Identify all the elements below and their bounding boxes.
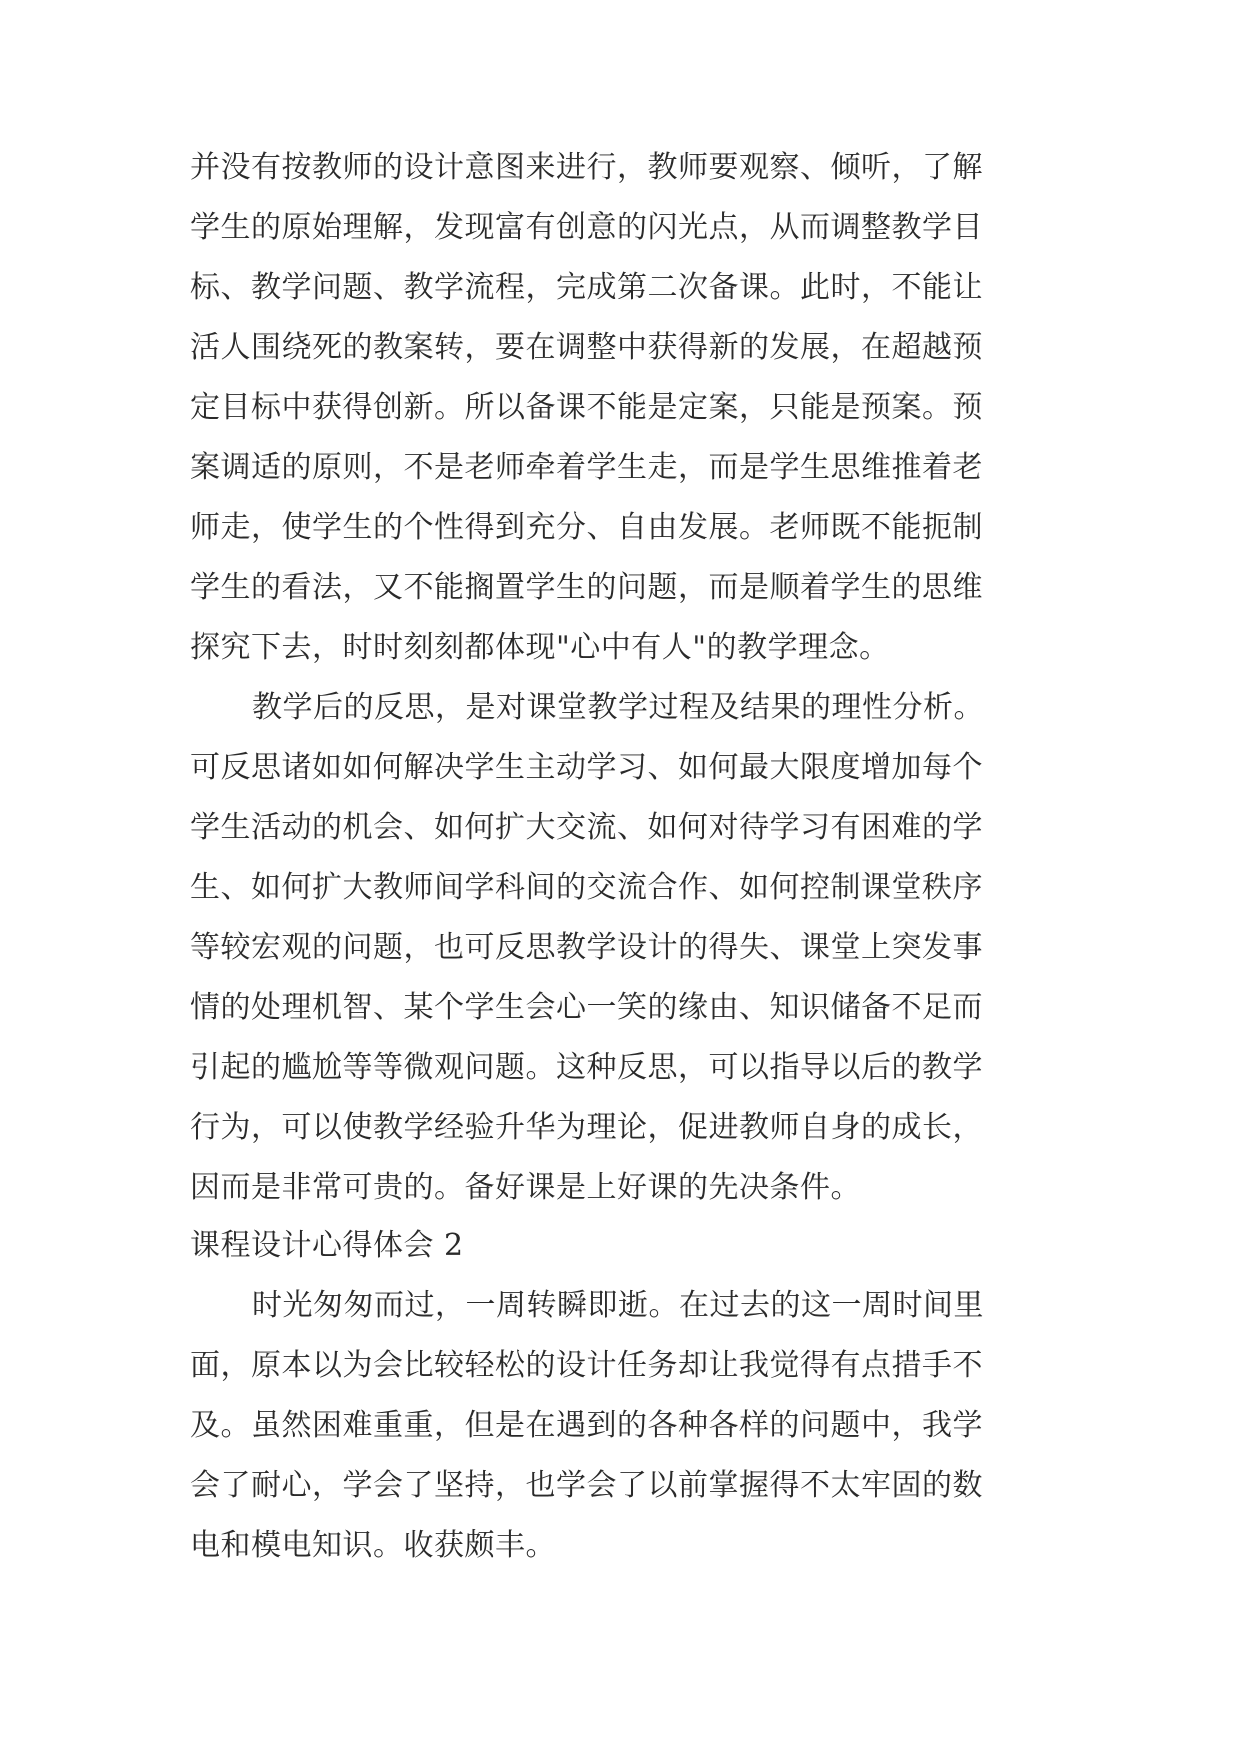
paragraph-line: 教学后的反思，是对课堂教学过程及结果的理性分析。 [252,690,984,725]
paragraph-line: 探究下去，时时刻刻都体现"心中有人"的教学理念。 [190,630,890,665]
paragraph-line: 引起的尴尬等等微观问题。这种反思，可以指导以后的教学 [190,1050,983,1085]
paragraph-line: 因而是非常可贵的。备好课是上好课的先决条件。 [190,1170,861,1205]
paragraph-line: 案调适的原则，不是老师牵着学生走，而是学生思维推着老 [190,450,983,485]
paragraph-line: 学生活动的机会、如何扩大交流、如何对待学习有困难的学 [190,810,983,845]
paragraph-line: 学生的原始理解，发现富有创意的闪光点，从而调整教学目 [190,210,983,245]
paragraph-line: 标、教学问题、教学流程，完成第二次备课。此时，不能让 [190,270,983,305]
paragraph-line: 及。虽然困难重重，但是在遇到的各种各样的问题中，我学 [190,1408,983,1443]
paragraph-line: 活人围绕死的教案转，要在调整中获得新的发展，在超越预 [190,330,983,365]
paragraph-line: 电和模电知识。收获颇丰。 [190,1528,556,1563]
paragraph-line: 情的处理机智、某个学生会心一笑的缘由、知识储备不足而 [190,990,983,1025]
paragraph-line: 行为，可以使教学经验升华为理论，促进教师自身的成长， [190,1110,983,1145]
paragraph-line: 面，原本以为会比较轻松的设计任务却让我觉得有点措手不 [190,1348,983,1383]
paragraph-line: 时光匆匆而过，一周转瞬即逝。在过去的这一周时间里 [252,1288,984,1323]
paragraph-line: 生、如何扩大教师间学科间的交流合作、如何控制课堂秩序 [190,870,983,905]
paragraph-line: 等较宏观的问题，也可反思教学设计的得失、课堂上突发事 [190,930,983,965]
paragraph-line: 可反思诸如如何解决学生主动学习、如何最大限度增加每个 [190,750,983,785]
paragraph-line: 并没有按教师的设计意图来进行，教师要观察、倾听，了解 [190,150,983,185]
paragraph-line: 定目标中获得创新。所以备课不能是定案，只能是预案。预 [190,390,983,425]
section-title: 课程设计心得体会 2 [190,1228,464,1263]
paragraph-line: 学生的看法，又不能搁置学生的问题，而是顺着学生的思维 [190,570,983,605]
paragraph-line: 会了耐心，学会了坚持，也学会了以前掌握得不太牢固的数 [190,1468,983,1503]
paragraph-line: 师走，使学生的个性得到充分、自由发展。老师既不能扼制 [190,510,983,545]
